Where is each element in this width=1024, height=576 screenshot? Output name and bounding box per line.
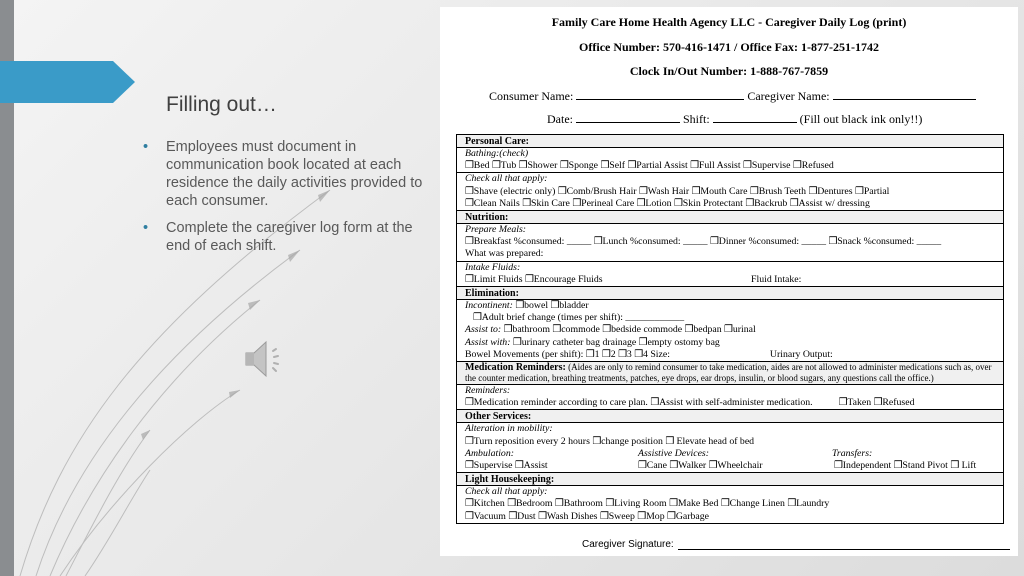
transfers-label: Transfers: bbox=[832, 447, 873, 459]
bathing-checkboxes[interactable]: ❒Bed ❒Tub ❒Shower ❒Sponge ❒Self ❒Partial Assist ❒Full Assist ❒Supervise ❒Refused bbox=[465, 160, 834, 172]
intake-block bbox=[457, 261, 1003, 286]
prepare-meals-label: Prepare Meals: bbox=[465, 224, 527, 236]
assist-to-label: Assist to: bbox=[465, 324, 502, 336]
section-other-services: Other Services: bbox=[457, 409, 1003, 422]
personal-care-row-1[interactable]: ❒Shave (electric only) ❒Comb/Brush Hair ❒Wash Hair ❒Mouth Care ❒Brush Teeth ❒Dentures ❒Partial bbox=[465, 185, 890, 197]
shift-field[interactable] bbox=[713, 122, 797, 123]
doc-title: Family Care Home Health Agency LLC - Caregiver Daily Log (print) bbox=[551, 15, 907, 29]
slide-title: Filling out… bbox=[166, 93, 277, 116]
bullet-dot: • bbox=[143, 139, 149, 155]
title-arrow-tab bbox=[0, 61, 135, 103]
ink-note: (Fill out black ink only!!) bbox=[799, 112, 923, 126]
assist-with-checkboxes[interactable]: ❒urinary catheter bag drainage ❒empty ostomy bag bbox=[510, 336, 720, 348]
elimination-block bbox=[457, 299, 1003, 361]
ambulation-headers bbox=[465, 448, 995, 460]
ambulation-row bbox=[465, 460, 995, 472]
incontinent-checkboxes[interactable]: ❒bowel ❒bladder bbox=[512, 300, 589, 312]
fluid-intake-label: Fluid Intake: bbox=[751, 273, 802, 285]
reminders-label: Reminders: bbox=[465, 385, 511, 397]
consumer-row bbox=[489, 89, 976, 104]
consumer-name-field[interactable] bbox=[576, 99, 744, 100]
adult-brief-row[interactable]: ❒Adult brief change (times per shift): ____________ bbox=[473, 312, 685, 324]
personal-care-block bbox=[457, 172, 1003, 210]
assist-to-checkboxes[interactable]: ❒bathroom ❒commode ❒bedside commode ❒bedpan ❒urinal bbox=[501, 324, 756, 336]
ambulation-label: Ambulation: bbox=[465, 447, 514, 459]
assistive-devices-label: Assistive Devices: bbox=[638, 447, 709, 459]
housekeeping-row-1[interactable]: ❒Kitchen ❒Bedroom ❒Bathroom ❒Living Room ❒Make Bed ❒Change Linen ❒Laundry bbox=[465, 498, 830, 510]
medication-reminders-block bbox=[457, 361, 1003, 384]
bullet-dot: • bbox=[143, 220, 149, 236]
housekeeping-block bbox=[457, 485, 1003, 523]
alteration-label: Alteration in mobility: bbox=[465, 423, 553, 435]
log-form bbox=[456, 134, 1004, 524]
bowel-movements[interactable]: Bowel Movements (per shift): ❒1 ❒2 ❒3 ❒4 Size: bbox=[465, 348, 670, 360]
office-numbers: Office Number: 570-416-1471 / Office Fax: 1-877-251-1742 bbox=[579, 40, 879, 54]
intake-checkboxes[interactable]: ❒Limit Fluids ❒Encourage Fluids bbox=[465, 273, 603, 285]
incontinent-label: Incontinent: bbox=[465, 300, 513, 312]
caregiver-log-document bbox=[440, 7, 1018, 556]
date-field[interactable] bbox=[576, 122, 680, 123]
assistive-checkboxes[interactable]: ❒Cane ❒Walker ❒Wheelchair bbox=[638, 460, 763, 472]
intake-row bbox=[465, 274, 995, 286]
transfers-checkboxes[interactable]: ❒Independent ❒Stand Pivot ❒ Lift bbox=[834, 460, 977, 472]
bathing-block bbox=[457, 147, 1003, 172]
bathing-label: Bathing:(check) bbox=[465, 148, 529, 159]
what-prepared: What was prepared: bbox=[465, 248, 544, 260]
caregiver-label: Caregiver Name: bbox=[747, 89, 830, 103]
alteration-row[interactable]: ❒Turn reposition every 2 hours ❒change position ❒ Elevate head of bed bbox=[465, 435, 755, 447]
ambulation-checkboxes[interactable]: ❒Supervise ❒Assist bbox=[465, 460, 548, 472]
section-light-housekeeping: Light Housekeeping: bbox=[457, 472, 1003, 485]
housekeeping-check-all: Check all that apply: bbox=[465, 486, 548, 498]
section-medication-reminders: Medication Reminders: bbox=[465, 362, 566, 374]
reminders-block bbox=[457, 384, 1003, 409]
section-personal-care: Personal Care: bbox=[457, 135, 1003, 147]
housekeeping-row-2[interactable]: ❒Vacuum ❒Dust ❒Wash Dishes ❒Sweep ❒Mop ❒Garbage bbox=[465, 510, 709, 522]
urinary-output-label: Urinary Output: bbox=[769, 348, 833, 360]
clock-number: Clock In/Out Number: 1-888-767-7859 bbox=[629, 64, 829, 78]
caregiver-name-field[interactable] bbox=[833, 99, 976, 100]
section-elimination: Elimination: bbox=[457, 286, 1003, 299]
meals-block bbox=[457, 223, 1003, 261]
bullet-item: • Employees must document in communication book located at each residence the daily activities provided to each consumer. bbox=[143, 139, 423, 209]
reminders-checkboxes[interactable]: ❒Medication reminder according to care plan. ❒Assist with self-administer medication. bbox=[465, 397, 813, 409]
meals-row[interactable]: ❒Breakfast %consumed: _____ ❒Lunch %consumed: _____ ❒Dinner %consumed: _____ ❒Snack %consumed: _____ bbox=[465, 236, 942, 248]
speaker-icon[interactable] bbox=[240, 337, 292, 381]
section-nutrition: Nutrition: bbox=[457, 210, 1003, 223]
signature-label: Caregiver Signature: bbox=[582, 539, 674, 550]
date-label: Date: bbox=[547, 112, 573, 126]
shift-label: Shift: bbox=[683, 112, 710, 126]
date-shift-row bbox=[547, 112, 922, 127]
signature-field[interactable] bbox=[678, 549, 1010, 550]
bullet-list bbox=[143, 138, 433, 264]
bullet-item: • Complete the caregiver log form at the end of each shift. bbox=[143, 220, 413, 254]
signature-row bbox=[582, 539, 1010, 550]
check-all-label: Check all that apply: bbox=[465, 173, 548, 185]
taken-refused-checkboxes[interactable]: ❒Taken ❒Refused bbox=[838, 397, 915, 409]
other-services-block bbox=[457, 422, 1003, 472]
personal-care-row-2[interactable]: ❒Clean Nails ❒Skin Care ❒Perineal Care ❒Lotion ❒Skin Protectant ❒Backrub ❒Assist w/ dressing bbox=[465, 197, 870, 209]
assist-with-label: Assist with: bbox=[465, 336, 511, 348]
intake-label: Intake Fluids: bbox=[465, 261, 521, 273]
medication-note: (Aides are only to remind consumer to take medication, aides are not allowed to administer medications such as, over the counter medication, breathing treatments, patches, eye drops, ear drops, insulin, or blood sugars, any questions call the office.) bbox=[465, 362, 992, 384]
consumer-label: Consumer Name: bbox=[489, 89, 574, 103]
